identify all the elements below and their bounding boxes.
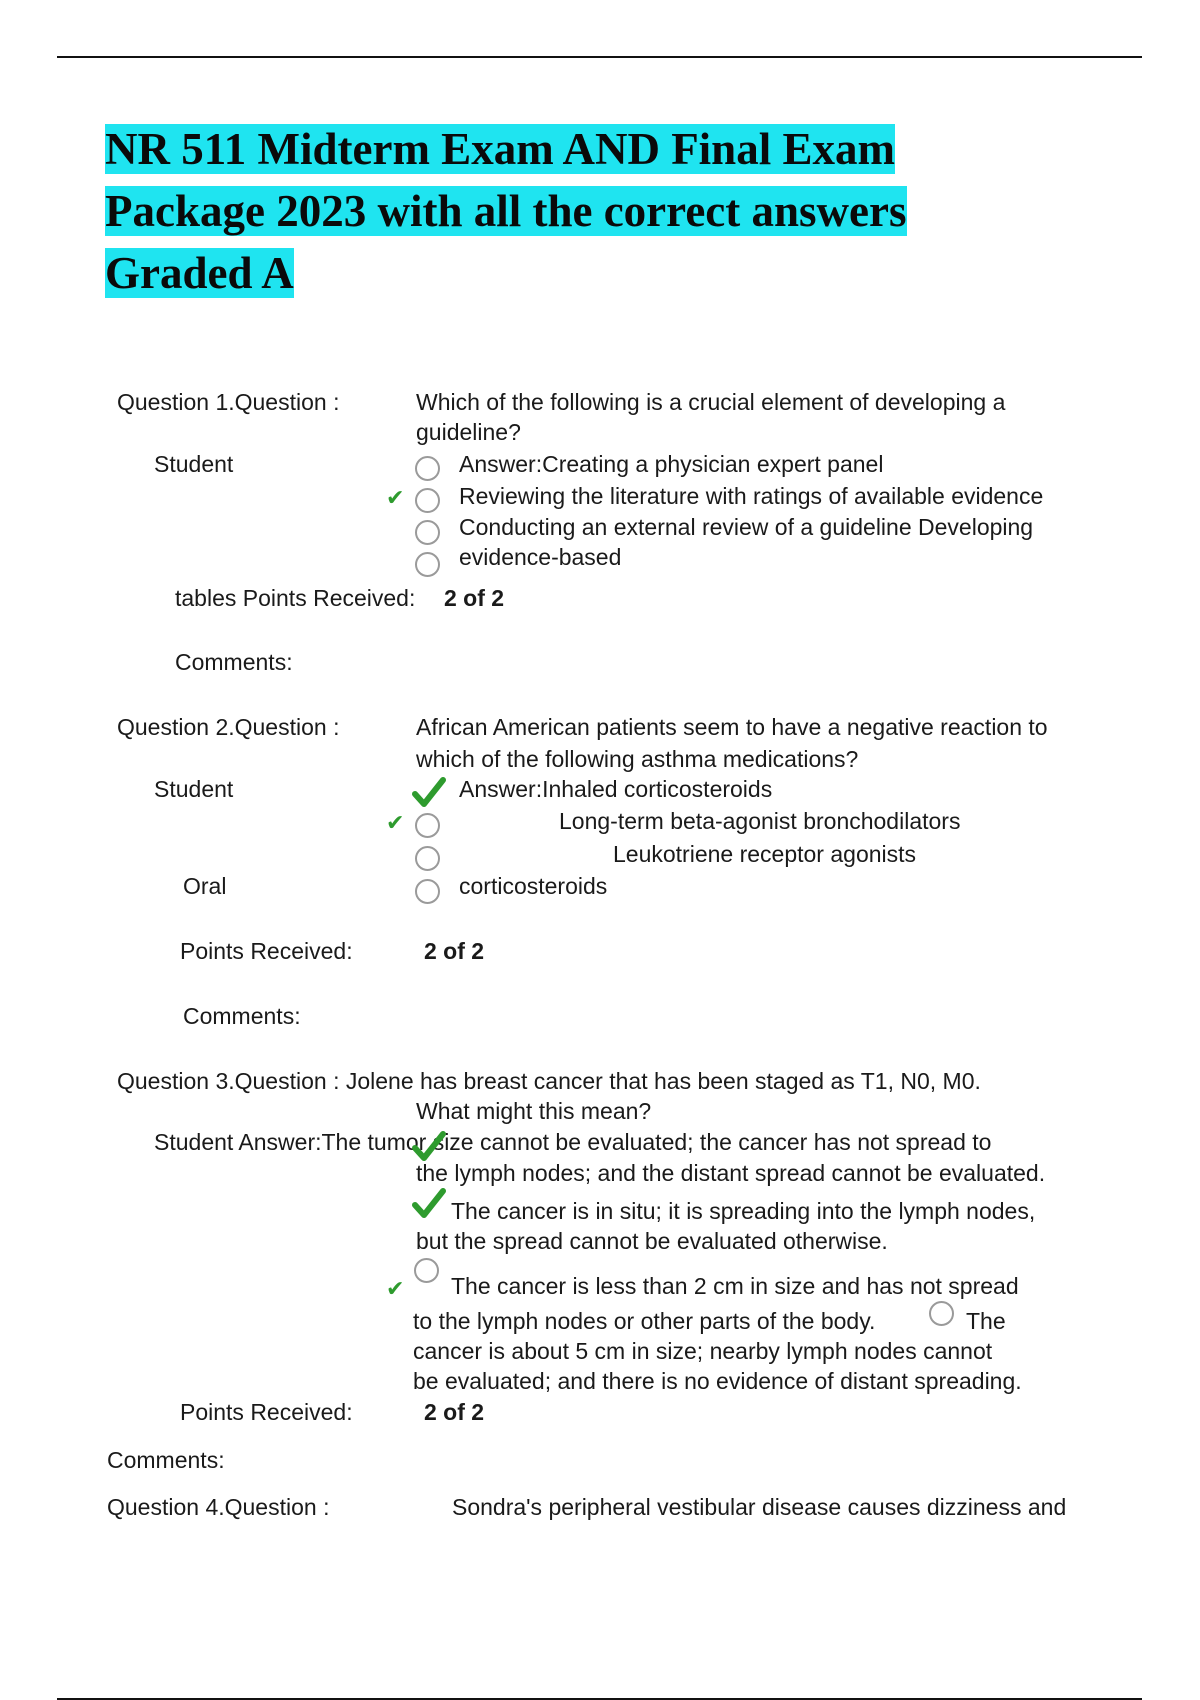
q1-option1: Answer:Creating a physician expert panel (459, 451, 884, 477)
q2-points-label: Points Received: (180, 938, 353, 964)
q2-option3: Leukotriene receptor agonists (613, 841, 917, 867)
q1-option3: Conducting an external review of a guideline Developing (459, 514, 1034, 540)
q1-points-value: 2 of 2 (444, 585, 505, 611)
q3-line8a: to the lymph nodes or other parts of the body. (413, 1308, 876, 1334)
q1-text-line1: Which of the following is a crucial element of developing a (416, 389, 1006, 415)
q3-line10: be evaluated; and there is no evidence of distant spreading. (413, 1368, 1022, 1394)
q2-comments-label: Comments: (183, 1003, 301, 1029)
selected-check-icon (412, 1187, 446, 1221)
q2-student-label: Student (154, 776, 234, 802)
document-title: NR 511 Midterm Exam AND Final Exam Package 2023 with all the correct answers Graded A (105, 124, 907, 298)
q3-line6: but the spread cannot be evaluated otherwise. (416, 1228, 888, 1254)
q2-text-line2: which of the following asthma medications? (416, 746, 859, 772)
q3-line9: cancer is about 5 cm in size; nearby lymph nodes cannot (413, 1338, 993, 1364)
q2-option4-radio[interactable] (415, 879, 440, 904)
q3-line3: Student Answer:The tumor size cannot be evaluated; the cancer has not spread to (154, 1129, 992, 1155)
correct-check-icon: ✔ (386, 486, 405, 511)
q3-line2: What might this mean? (416, 1098, 652, 1124)
q1-option1-radio[interactable] (415, 456, 440, 481)
q2-points-value: 2 of 2 (424, 938, 485, 964)
q2-option2-radio[interactable] (415, 813, 440, 838)
correct-check-icon: ✔ (386, 811, 405, 836)
selected-check-icon (412, 776, 446, 810)
q1-student-label: Student (154, 451, 234, 477)
q1-option2: Reviewing the literature with ratings of available evidence (459, 483, 1044, 509)
q3-option3-radio[interactable] (414, 1258, 439, 1283)
q2-text-line1: African American patients seem to have a negative reaction to (416, 714, 1048, 740)
q1-option4: evidence-based (459, 544, 622, 570)
q3-points-label: Points Received: (180, 1399, 353, 1425)
q3-line1: Question 3.Question : Jolene has breast cancer that has been staged as T1, N0, M0. (117, 1068, 981, 1094)
q2-option2: Long-term beta-agonist bronchodilators (559, 808, 961, 834)
q1-text-line2: guideline? (416, 419, 521, 445)
q3-line5: The cancer is in situ; it is spreading into the lymph nodes, (451, 1198, 1036, 1224)
q3-line7: The cancer is less than 2 cm in size and has not spread (451, 1273, 1019, 1299)
q2-option1: Answer:Inhaled corticosteroids (459, 776, 773, 802)
q2-option3-radio[interactable] (415, 846, 440, 871)
q3-points-value: 2 of 2 (424, 1399, 485, 1425)
q3-line8b: The (966, 1308, 1006, 1334)
q1-option2-radio[interactable] (415, 488, 440, 513)
q2-option4: corticosteroids (459, 873, 608, 899)
q4-text: Sondra's peripheral vestibular disease causes dizziness and (452, 1494, 1067, 1520)
q1-option4-radio[interactable] (415, 552, 440, 577)
q1-label: Question 1.Question : (117, 389, 340, 415)
top-rule (57, 56, 1142, 58)
correct-check-icon: ✔ (386, 1277, 405, 1302)
q3-line4: the lymph nodes; and the distant spread cannot be evaluated. (416, 1160, 1046, 1186)
q1-points-label: tables Points Received: (175, 585, 416, 611)
q4-label: Question 4.Question : (107, 1494, 330, 1520)
q2-label: Question 2.Question : (117, 714, 340, 740)
q2-oral-label: Oral (183, 873, 227, 899)
q1-option3-radio[interactable] (415, 520, 440, 545)
q3-comments-label: Comments: (107, 1447, 225, 1473)
q3-option4-radio[interactable] (929, 1301, 954, 1326)
q1-comments-label: Comments: (175, 649, 293, 675)
